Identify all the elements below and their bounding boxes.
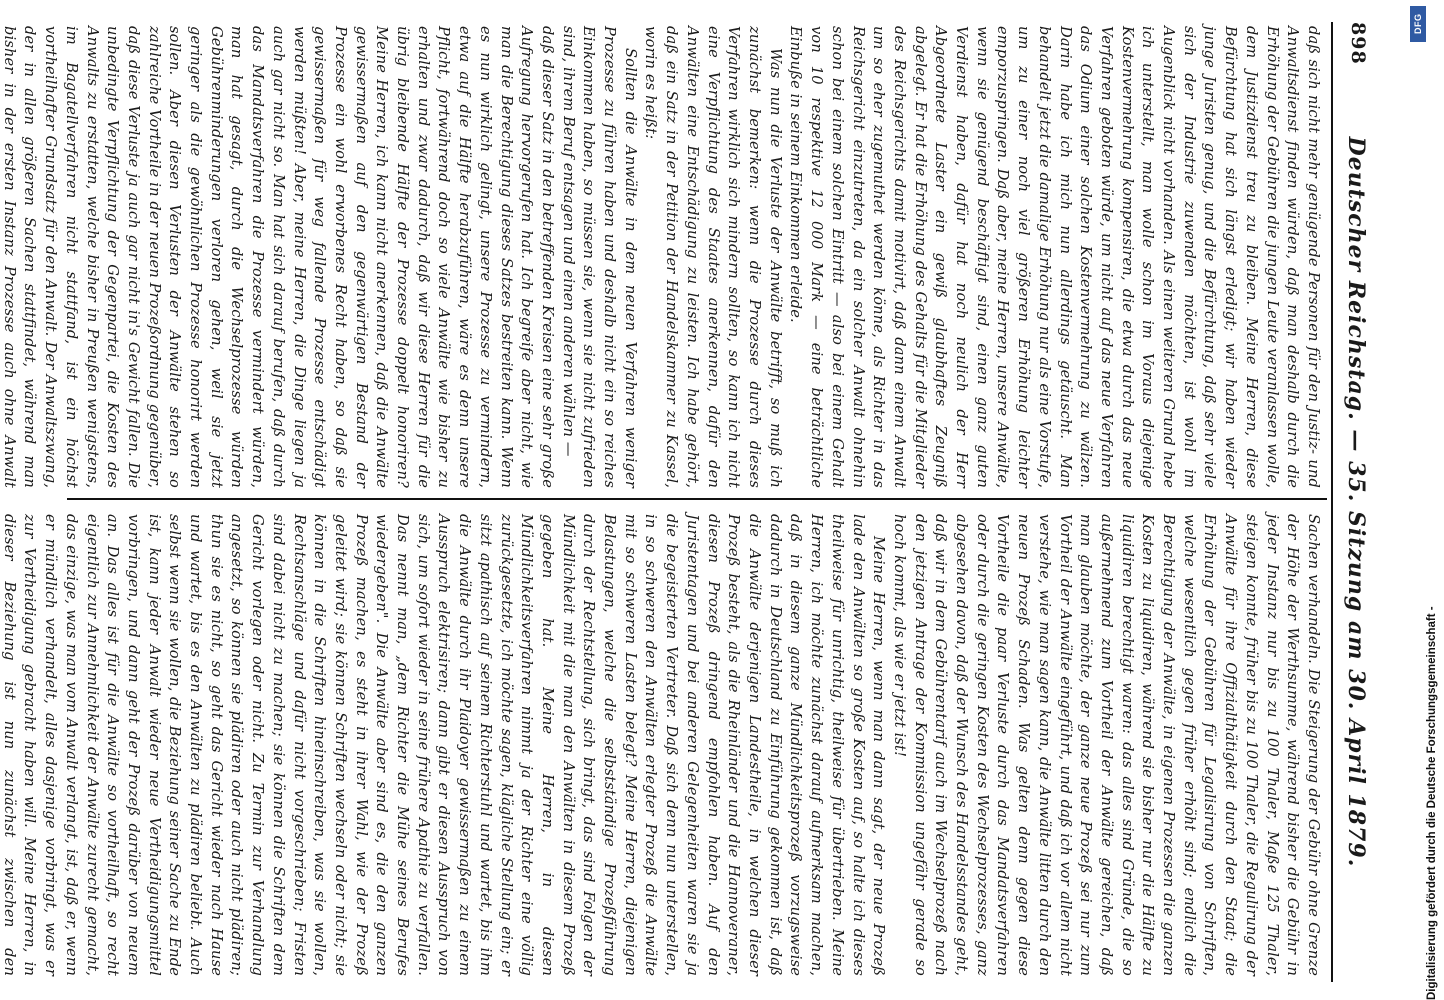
watermark-text: Digitalisierung gefördert durch die Deutsche Forschungsgemeinschaft -	[1426, 606, 1438, 1000]
page-title: Deutscher Reichstag. — 35. Sitzung am 30. April 1879.	[1343, 136, 1369, 868]
right-column	[0, 514, 1323, 976]
right-paragraph-2: Meine Herren, wenn man dann sagt, der neue Prozeß lade den Anwälten so große Kosten auf, so halte ich dieses theilweise für unrichtig, theilweise für übertrieben. Meine Herren, ich möchte zunächst darauf aufmerksam machen, daß in diesem ganze Mündlichkeitsprozeß vorzugsweise dadurch in Deutschland zu Einführung gekommen ist, daß die Anwälte derjenigen Landestheile, in welchen dieser Prozeß besteht, als die Rheinländer und die Hannoveraner, diesen Prozeß dringend empfohlen haben. Auf den Juristentagen und bei anderen Gelegenheiten waren sie ja die begeisterten Vertreter. Daß sich denn nun unterstellen, in so schweren den Anwälten erlegter Prozeß die Anwälte mit so schweren Lasten belegt? Meine Herren, diejenigen Belastungen, welche die selbstständige Prozeßführung durch der Rechtstellung, sich bringt, das sind Folgen der Mündlichkeit mit die man den Anwälten in diesem Prozeß gegeben hat. Meine Herren, in diesen Mündlichkeitsverfahren nimmt ja der Richter eine völlig zurückgesetzte, ich möchte sagen, klägliche Stellung ein; er sitzt apathisch auf seinem Richterstuhl und wartet, bis ihm die Anwälte durch ihr Plaidoyer gewissermaßen zu einem Ausspruch elektrisiren; dann gibt er diesen Ausspruch von sich, um sofort wieder in seine frühere Apathie zu verfallen. Das nennt man, „dem Richter die Mühe seines Berufes wiedergeben". Die Anwälte aber sind es, die den ganzen Prozeß machen, es steht in ihrer Wahl, wie der Prozeß geleitet wird; sie können Schriften wechseln oder nicht; sie können in die Schriften hineinschreiben, was sie wollen, Rechtsanschläge und dafür nicht vorgeschrieben; Fristen sind dabei nicht zu machen; sie können die Schriften dem Gericht vorlegen oder nicht. Zu Termin zur Verhandlung angesetzt, so können sie plädiren oder auch nicht plädiren; thun sie es nicht, so geht das Gericht wieder nach Hause und wartet, bis es den Anwälten zu plädiren beliebt. Auch selbst wenn sie wollen, die Beziehung seiner Sache zu Ende ist, kann jeder Anwalt wieder neue Vertheidigungsmittel vorbringen, und dann geht der Prozeß darüber von neuem an. Das alles ist für die Anwälte so vortheilhaft, so recht eigentlich zur Annehmlichkeit der Anwälte zurecht gemacht, das einzige, was man vom Anwalt verlangt, ist, daß er, wenn er mündlich verhandelt, alles dasjenige vorbringt, was er zur Vertheidigung gebracht haben will. Meine Herren, in dieser Beziehung ist nun zunächst zwischen den	[0, 514, 888, 976]
left-column	[0, 26, 1323, 488]
page-number: 898	[1347, 22, 1369, 65]
header-rule	[1331, 22, 1333, 982]
left-paragraph-3: daß dieser Satz in den betreffenden Kreisen eine sehr große Aufregung hervorgerufen hat. Ich begreife aber nicht, wie man die Berechtigung dieses Satzes bestreiten kann. Wenn es nun wirklich gelingt, unsere Prozesse zu vermindern, etwa auf die Hälfte herabzuführen, wäre es denn unsere Pflicht, fortwährend doch so viele Anwälte wie bisher zu erhalten und zwar dadurch, daß wir diese Herren für die übrig bleibende Hälfte der Prozesse doppelt honoriren? Meine Herren, ich kann nicht anerkennen, daß die Anwälte gewissermaßen auf den gegenwärtigen Bestand der Prozesse ein wohl erworbenes Recht haben, so daß sie gewissermaßen für weg fallende Prozesse entschädigt werden müßten! Aber, meine Herren, die Dinge liegen ja auch gar nicht so. Man hat sich darauf berufen, daß durch das Mandatsverfahren die Prozesse vermindert würden, man hat gesagt, durch die Wechselprozesse würden Gebührenminderungen verloren gehen, weil sie jetzt geringer als die gewöhnlichen Prozesse honorirt werden sollen. Aber diesen Verlusten der Anwälte stehen so zahlreiche Vortheile in der neuen Prozeßordnung gegenüber, daß diese Verluste ja auch gar nicht in's Gewicht fallen. Die unbedingte Verpflichtung der Gegenpartei, die Kosten des Anwalts zu erstatten, welche bisher in Preußen wenigstens, im Bagatellverfahren nicht stattfand, ist ein höchst vortheilhafter Grundsatz für den Anwalt. Der Anwaltszwang, der in allen größeren Sachen stattfindet, während man bisher in der ersten Instanz Prozesse auch ohne Anwalt	[0, 26, 556, 488]
dfg-watermark	[1406, 0, 1438, 1000]
running-header	[1335, 22, 1375, 982]
dfg-logo-icon: DFG	[1410, 6, 1426, 42]
left-paragraph-1: daß sich nicht mehr genügende Personen für den Justiz- und Anwaltsdienst finden würden, daß man deshalb durch die Erhöhung der Gebühren die jungen Leute veranlassen wolle, dem Justizdienst treu zu bleiben. Meine Herren, diese Befürchtung hat sich längst erledigt; wir haben wieder junge Juristen genug, und die Befürchtung, daß sehr viele sich der Industrie zuwenden möchten, ist wohl im Augenblick nicht vorhanden. Als einen weiteren Grund hebe ich unterstellt, man wolle schon im Voraus diejenige Kostenvermehrung kompensiren, die etwa durch das neue Verfahren geboten würde, um nicht auf das neue Verfahren das Odium einer solchen Kostenvermehrung zu wälzen. Darin habe ich mich nun allerdings getäuscht. Man behandelt jetzt die damalige Erhöhung nur als eine Vorstufe, um zu einer noch viel größeren Erhöhung leichter emporzuspringen. Daß aber, meine Herren, unsere Anwälte, wenn sie genügend beschäftigt sind, einen ganz guten Verdienst haben, dafür hat noch neulich der Herr Abgeordnete Laster ein gewiß glaubhaftes Zeugniß abgelegt. Er hat die Erhöhung des Gehalts für die Mitglieder des Reichsgerichts damit motivirt, daß dann einem Anwalt um so eher zugemuthet werden könne, als Richter in das Reichsgericht einzutreten, da ein solcher Anwalt ohnehin schon bei einem solchen Eintritt — also bei einem Gehalt von 10 respektive 12 000 Mark — eine beträchtliche Einbuße in seinem Einkommen erleide.	[787, 26, 1322, 488]
left-quote: Sollten die Anwälte in dem neuen Verfahren weniger Prozesse zu führen haben und deshalb nicht ein so reiches Einkommen haben, so müssen sie, wenn sie nicht zufrieden sind, ihrem Beruf entsagen und einen anderen wählen —	[559, 26, 639, 488]
rotated-sheet	[0, 22, 1375, 982]
right-paragraph-1: Sachen verhandeln. Die Steigerung der Gebühr ohne Grenze der Höhe der Werthsumme, während bisher die Gebühr in jeder Instanz nur bis zu 100 Thaler, Maße 125 Thaler, steigen konnte, früher bis zu 100 Thaler, die Regulirung der Anwälte für ihre Offizialthätigkeit durch den Staat; die Erhöhung der Gebühren für Legalisirung von Schriften, welche wesentlich gegen früher erhöht sind; endlich die Berechtigung der Anwälte, in eigenen Prozessen die ganzen Kosten zu liquidiren, während sie bisher nur die Hälfte zu liquidiren berechtigt waren: das alles sind Gründe, die so außernehmend zum Vortheil der Anwälte gereichen, daß man glauben möchte, der ganze neue Prozeß sei nur zum Vortheil der Anwälte eingeführt, und daß ich vor allem nicht verstehe, wie man sagen kann, die Anwälte litten durch den neuen Prozeß Schaden. Was gelten denn gegen diese Vortheile die paar Verluste durch das Mandatsverfahren oder durch die geringen Kosten des Wechselprozesses, ganz abgesehen davon, daß der Wunsch des Handelsstandes geht, daß wir in dem Gebührentarif auch im Wechselprozeß nach den jetzigen Antrage der Kommission ungefähr gerade so hoch kommt, als wie er jetzt ist!	[890, 514, 1322, 976]
left-paragraph-2: Was nun die Verluste der Anwälte betrifft, so muß ich zunächst bemerken: wenn die Prozesse durch dieses Verfahren wirklich sich mindern sollten, so kann ich nicht eine Verpflichtung des Staates anerkennen, dafür den Anwälten eine Entschädigung zu leisten. Ich habe gehört, daß ein Satz in der Petition der Handelskammer zu Kassel, worin es heißt:	[642, 26, 784, 488]
column-divider	[67, 498, 1327, 500]
